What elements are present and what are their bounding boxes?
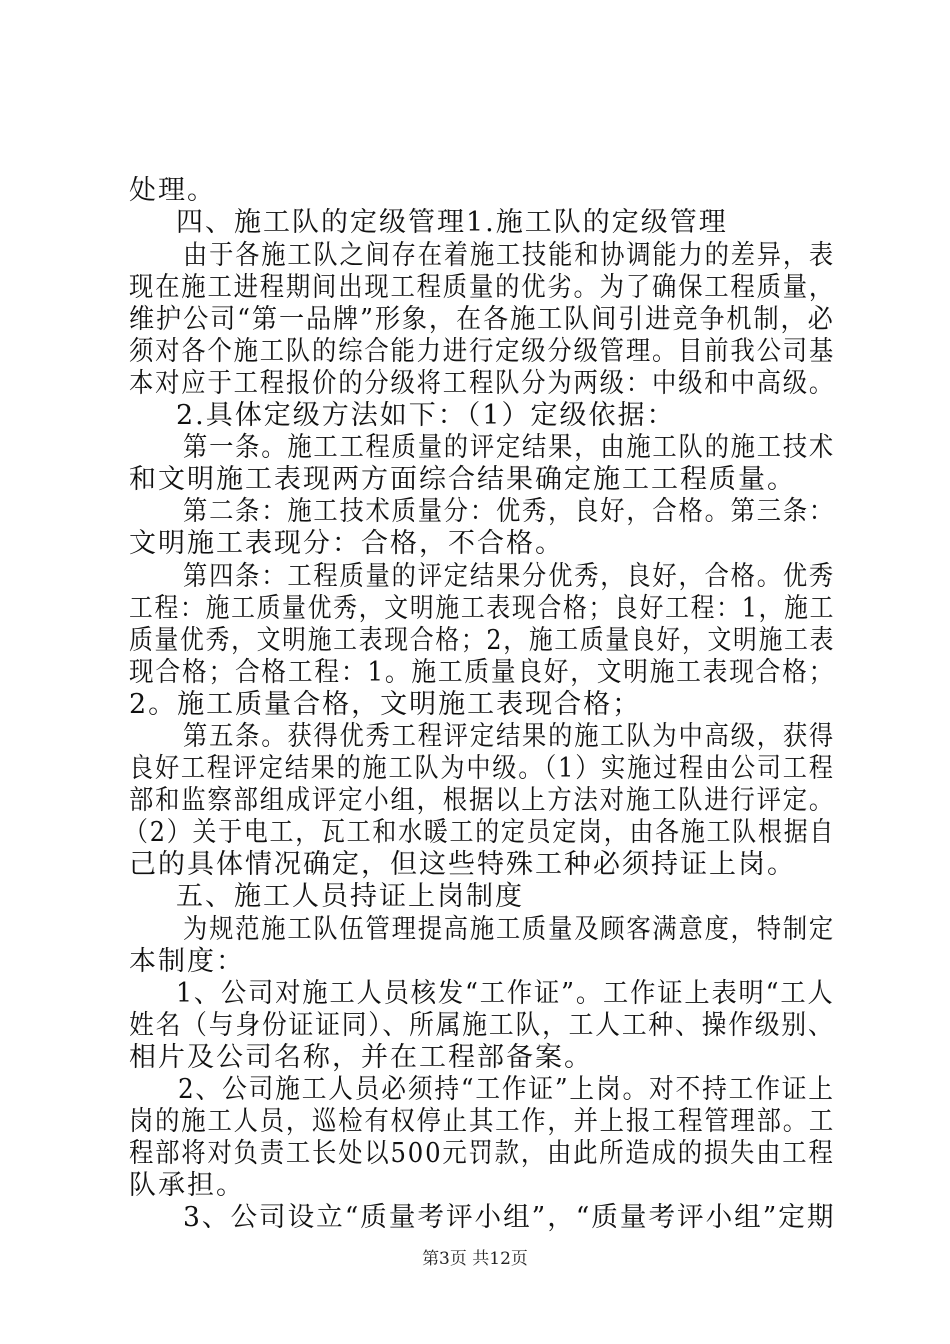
text-line: 文明施工表现分：合格，不合格。 [129, 528, 564, 559]
text-line: 1、公司对施工人员核发“工作证”。工作证上表明“工人 [176, 978, 835, 1009]
text-line: 工程：施工质量优秀，文明施工表现合格；良好工程：1，施工 [129, 593, 836, 624]
text-line: 由于各施工队之间存在着施工技能和协调能力的差异，表 [183, 240, 835, 271]
section-heading: 四、施工队的定级管理1.施工队的定级管理 [176, 207, 728, 238]
text-line: 处理。 [129, 175, 216, 206]
text-line: 程部将对负责工长处以500元罚款，由此所造成的损失由工程 [129, 1138, 835, 1169]
text-line: 2。施工质量合格，文明施工表现合格； [129, 689, 642, 720]
text-line: 岗的施工人员，巡检有权停止其工作，并上报工程管理部。工 [129, 1106, 836, 1137]
text-line: 和文明施工表现两方面综合结果确定施工工程质量。 [129, 464, 796, 495]
text-line: 部和监察部组成评定小组，根据以上方法对施工队进行评定。 [129, 785, 836, 816]
text-line: 须对各个施工队的综合能力进行定级分级管理。目前我公司基 [129, 336, 836, 367]
text-line: （2）关于电工，瓦工和水暖工的定员定岗，由各施工队根据自 [124, 817, 836, 848]
text-line: 第二条：施工技术质量分：优秀，良好，合格。第三条： [183, 496, 835, 527]
text-line: 良好工程评定结果的施工队为中级。（1）实施过程由公司工程 [129, 753, 835, 784]
text-line: 己的具体情况确定，但这些特殊工种必须持证上岗。 [129, 849, 796, 880]
text-line: 质量优秀，文明施工表现合格；2，施工质量良好，文明施工表 [129, 625, 836, 656]
text-line: 姓名（与身份证证同）、所属施工队，工人工种、操作级别、 [129, 1010, 835, 1041]
text-line: 现合格；合格工程：1。施工质量良好，文明施工表现合格； [129, 657, 836, 688]
text-line: 第四条：工程质量的评定结果分优秀，良好，合格。优秀 [183, 561, 835, 592]
section-heading: 五、施工人员持证上岗制度 [176, 881, 524, 912]
text-line: 第一条。施工工程质量的评定结果，由施工队的施工技术 [183, 432, 835, 463]
text-line: 2.具体定级方法如下：（1）定级依据： [176, 400, 676, 431]
text-line: 3、公司设立“质量考评小组”，“质量考评小组”定期 [183, 1202, 836, 1233]
page-number-footer: 第3页 共12页 [422, 1249, 528, 1269]
text-line: 现在施工进程期间出现工程质量的优劣。为了确保工程质量， [129, 272, 836, 303]
text-line: 第五条。获得优秀工程评定结果的施工队为中高级，获得 [183, 721, 835, 752]
text-line: 维护公司“第一品牌”形象，在各施工队间引进竞争机制，必 [129, 304, 835, 335]
text-line: 2、公司施工人员必须持“工作证”上岗。对不持工作证上 [178, 1074, 835, 1105]
text-line: 为规范施工队伍管理提高施工质量及顾客满意度，特制定 [183, 914, 835, 945]
text-line: 本对应于工程报价的分级将工程队分为两级：中级和中高级。 [129, 368, 836, 399]
text-line: 相片及公司名称，并在工程部备案。 [129, 1042, 593, 1073]
text-line: 队承担。 [129, 1170, 245, 1201]
text-line: 本制度： [129, 946, 245, 977]
